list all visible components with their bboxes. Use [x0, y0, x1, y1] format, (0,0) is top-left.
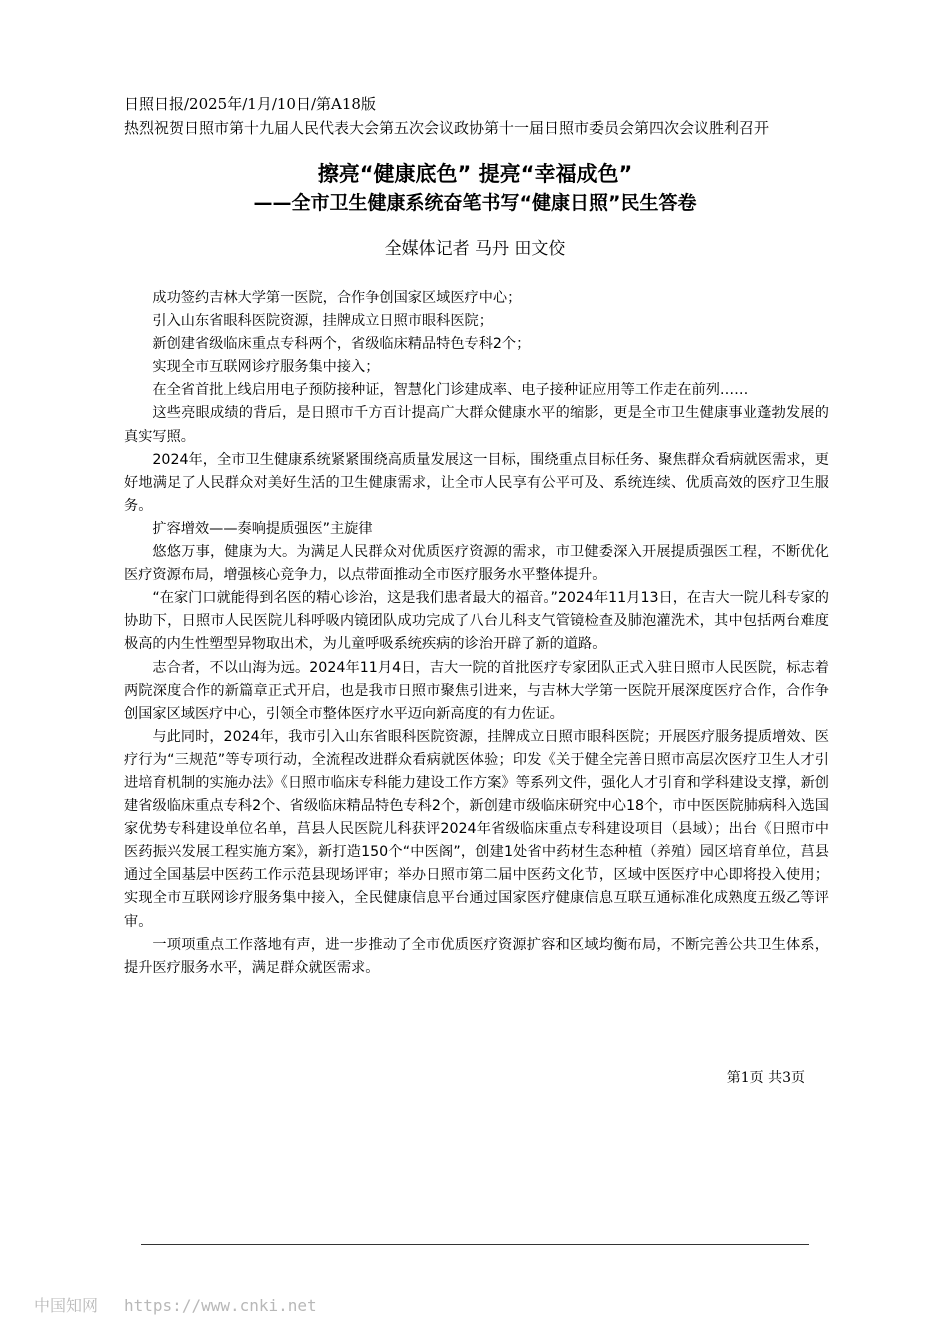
source-line: 日照日报/2025年/1月/10日/第A18版 [124, 95, 376, 113]
paragraph: 引入山东省眼科医院资源，挂牌成立日照市眼科医院； [152, 313, 493, 330]
watermark-url: https://www.cnki.net [124, 1296, 317, 1315]
paragraph: 2024年，全市卫生健康系统紧紧围绕高质量发展这一目标，围绕重点目标任务、聚焦群众看病就医需求，更好地满足了人民群众对美好生活的卫生健康需求，让全市人民享有公平可及、系统连续、优质高效的医疗卫生服务。 [124, 451, 829, 514]
section-heading: 扩容增效——奏响提质强医”主旋律 [152, 520, 373, 537]
article-headline: 擦亮“健康底色” 提亮“幸福成色” [317, 162, 633, 186]
paragraph: 新创建省级临床重点专科两个，省级临床精品特色专科2个； [152, 336, 531, 353]
cnki-watermark [34, 1296, 317, 1316]
paragraph: “在家门口就能得到名医的精心诊治，这是我们患者最大的福音。”2024年11月13日，在吉大一院儿科专家的协助下，日照市人民医院儿科呼吸内镜团队成功完成了八台儿科支气管镜检查及肺泡灌洗术，其中包括两台难度极高的内生性塑型异物取出术，为儿童呼吸系统疾病的诊治开辟了新的道路。 [124, 590, 829, 653]
paragraph: 志合者，不以山海为远。2024年11月4日，吉大一院的首批医疗专家团队正式入驻日照市人民医院，标志着两院深度合作的新篇章正式开启，也是我市日照市聚焦引进来，与吉林大学第一医院开展深度医疗合作，合作争创国家区域医疗中心，引领全市整体医疗水平迈向新高度的有力佐证。 [124, 659, 829, 722]
paragraph: 成功签约吉林大学第一医院，合作争创国家区域医疗中心； [152, 290, 522, 306]
paragraph: 在全省首批上线启用电子预防接种证，智慧化门诊建成率、电子接种证应用等工作走在前列…… [152, 382, 749, 399]
watermark-logo: 中国知网 [34, 1296, 99, 1315]
footer-divider [141, 1244, 809, 1245]
article-body [124, 287, 829, 980]
paragraph: 与此同时，2024年，我市引入山东省眼科医院资源，挂牌成立日照市眼科医院；开展医疗服务提质增效、医疗行为“三规范”等专项行动，全流程改进群众看病就医体验；印发《关于健全完善日照市高层次医疗卫生人才引进培育机制的实施办法》《日照市临床专科能力建设工作方案》等系列文件，强化人才引育和学科建设支撑，新创建省级临床重点专科2个、省级临床精品特色专科2个，新创建市级临床研究中心18个，市中医医院肺病科入选国家优势专科建设单位名单，莒县人民医院儿科获评2024年省级临床重点专科建设项目（县域）；出台《日照市中医药振兴发展工程实施方案》，新打造150个“中医阁”，创建1处省中药材生态种植（养殖）园区培育单位，莒县通过全国基层中医药工作示范县现场评审；举办日照市第二届中医药文化节，区域中医医疗中心即将投入使用；实现全市互联网诊疗服务集中接入，全民健康信息平台通过国家医疗健康信息互联互通标准化成熟度五级乙等评审。 [124, 728, 829, 930]
paragraph: 一项项重点工作落地有声，进一步推动了全市优质医疗资源扩容和区域均衡布局，不断完善公共卫生体系，提升医疗服务水平，满足群众就医需求。 [124, 936, 829, 976]
occasion-line: 热烈祝贺日照市第十九届人民代表大会第五次会议政协第十一届日照市委员会第四次会议胜利召开 [124, 119, 770, 137]
page-indicator: 第1页 共3页 [726, 1070, 805, 1086]
article-subheadline: ——全市卫生健康系统奋笔书写“健康日照”民生答卷 [253, 192, 697, 214]
paragraph: 实现全市互联网诊疗服务集中接入； [152, 359, 380, 376]
article-byline: 全媒体记者 马丹 田文佼 [384, 239, 566, 259]
paragraph: 悠悠万事，健康为大。为满足人民群众对优质医疗资源的需求，市卫健委深入开展提质强医工程，不断优化医疗资源布局，增强核心竞争力，以点带面推动全市医疗服务水平整体提升。 [124, 544, 829, 584]
paragraph: 这些亮眼成绩的背后，是日照市千方百计提高广大群众健康水平的缩影，更是全市卫生健康事业蓬勃发展的真实写照。 [124, 405, 829, 445]
